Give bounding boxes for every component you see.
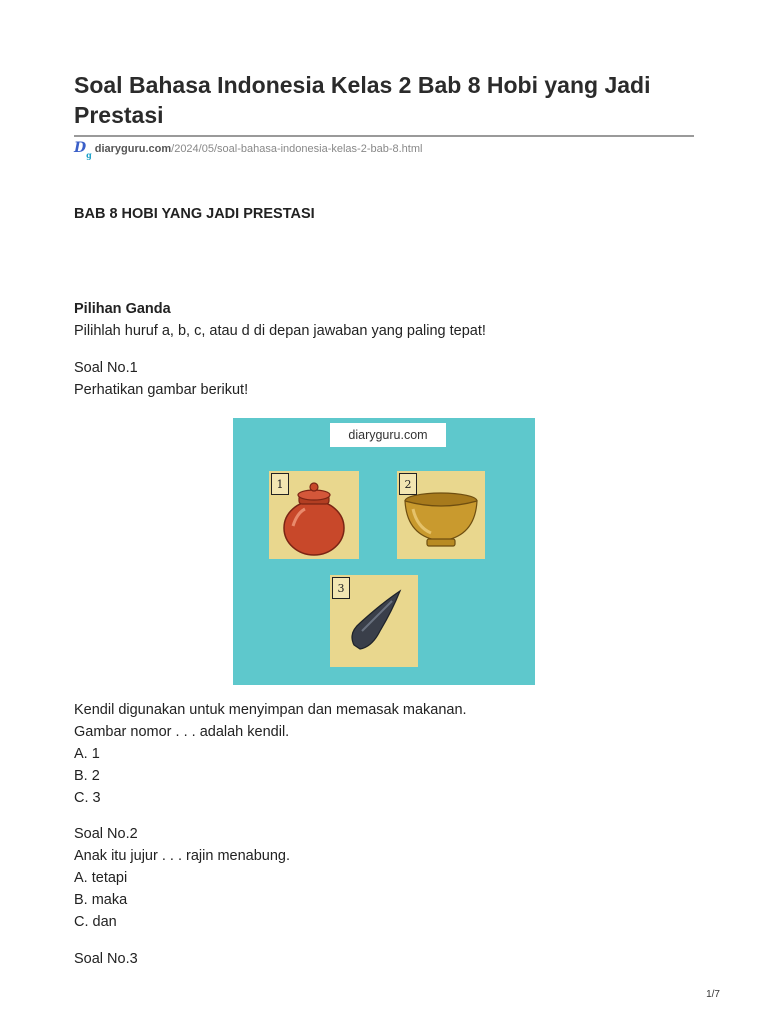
question-2-line: Anak itu jujur . . . rajin menabung. (74, 848, 291, 864)
source-domain[interactable]: diaryguru.com (94, 143, 172, 155)
figure-item-1 (269, 471, 359, 559)
question-1-line: Kendil digunakan untuk menyimpan dan memasak makanan. (74, 702, 467, 718)
figure-item-2 (397, 471, 485, 559)
source-path[interactable]: /2024/05/soal-bahasa-indonesia-kelas-2-bab-8.html (171, 143, 423, 155)
page-number: 1/7 (706, 989, 720, 1000)
question-2-label: Soal No.2 (74, 826, 138, 842)
figure-item-number: 2 (399, 473, 417, 495)
instruction-text: Pilihlah huruf a, b, c, atau d di depan jawaban yang paling tepat! (74, 323, 486, 339)
page-title: Soal Bahasa Indonesia Kelas 2 Bab 8 Hobi yang Jadi Prestasi (74, 72, 651, 128)
figure-item-number: 1 (271, 473, 289, 495)
question-1-option-c: C. 3 (74, 790, 101, 806)
site-logo-icon: $D_g$ (74, 140, 92, 160)
question-3-label: Soal No.3 (74, 951, 138, 967)
source-link[interactable] (74, 140, 423, 160)
chapter-heading: BAB 8 HOBI YANG JADI PRESTASI (74, 206, 315, 222)
figure-watermark: diaryguru.com (330, 423, 446, 447)
question-1-option-b: B. 2 (74, 768, 100, 784)
question-2-option-c: C. dan (74, 914, 117, 930)
figure-item-3 (330, 575, 418, 667)
question-1-line: Gambar nomor . . . adalah kendil. (74, 724, 290, 740)
question-1-figure (233, 418, 535, 685)
question-1-option-a: A. 1 (74, 746, 100, 762)
question-1-label: Soal No.1 (74, 360, 138, 376)
section-heading: Pilihan Ganda (74, 301, 171, 317)
title-divider (74, 135, 694, 137)
question-2-option-a: A. tetapi (74, 870, 128, 886)
figure-item-number: 3 (332, 577, 350, 599)
question-2-option-b: B. maka (74, 892, 128, 908)
question-1-intro: Perhatikan gambar berikut! (74, 382, 249, 398)
